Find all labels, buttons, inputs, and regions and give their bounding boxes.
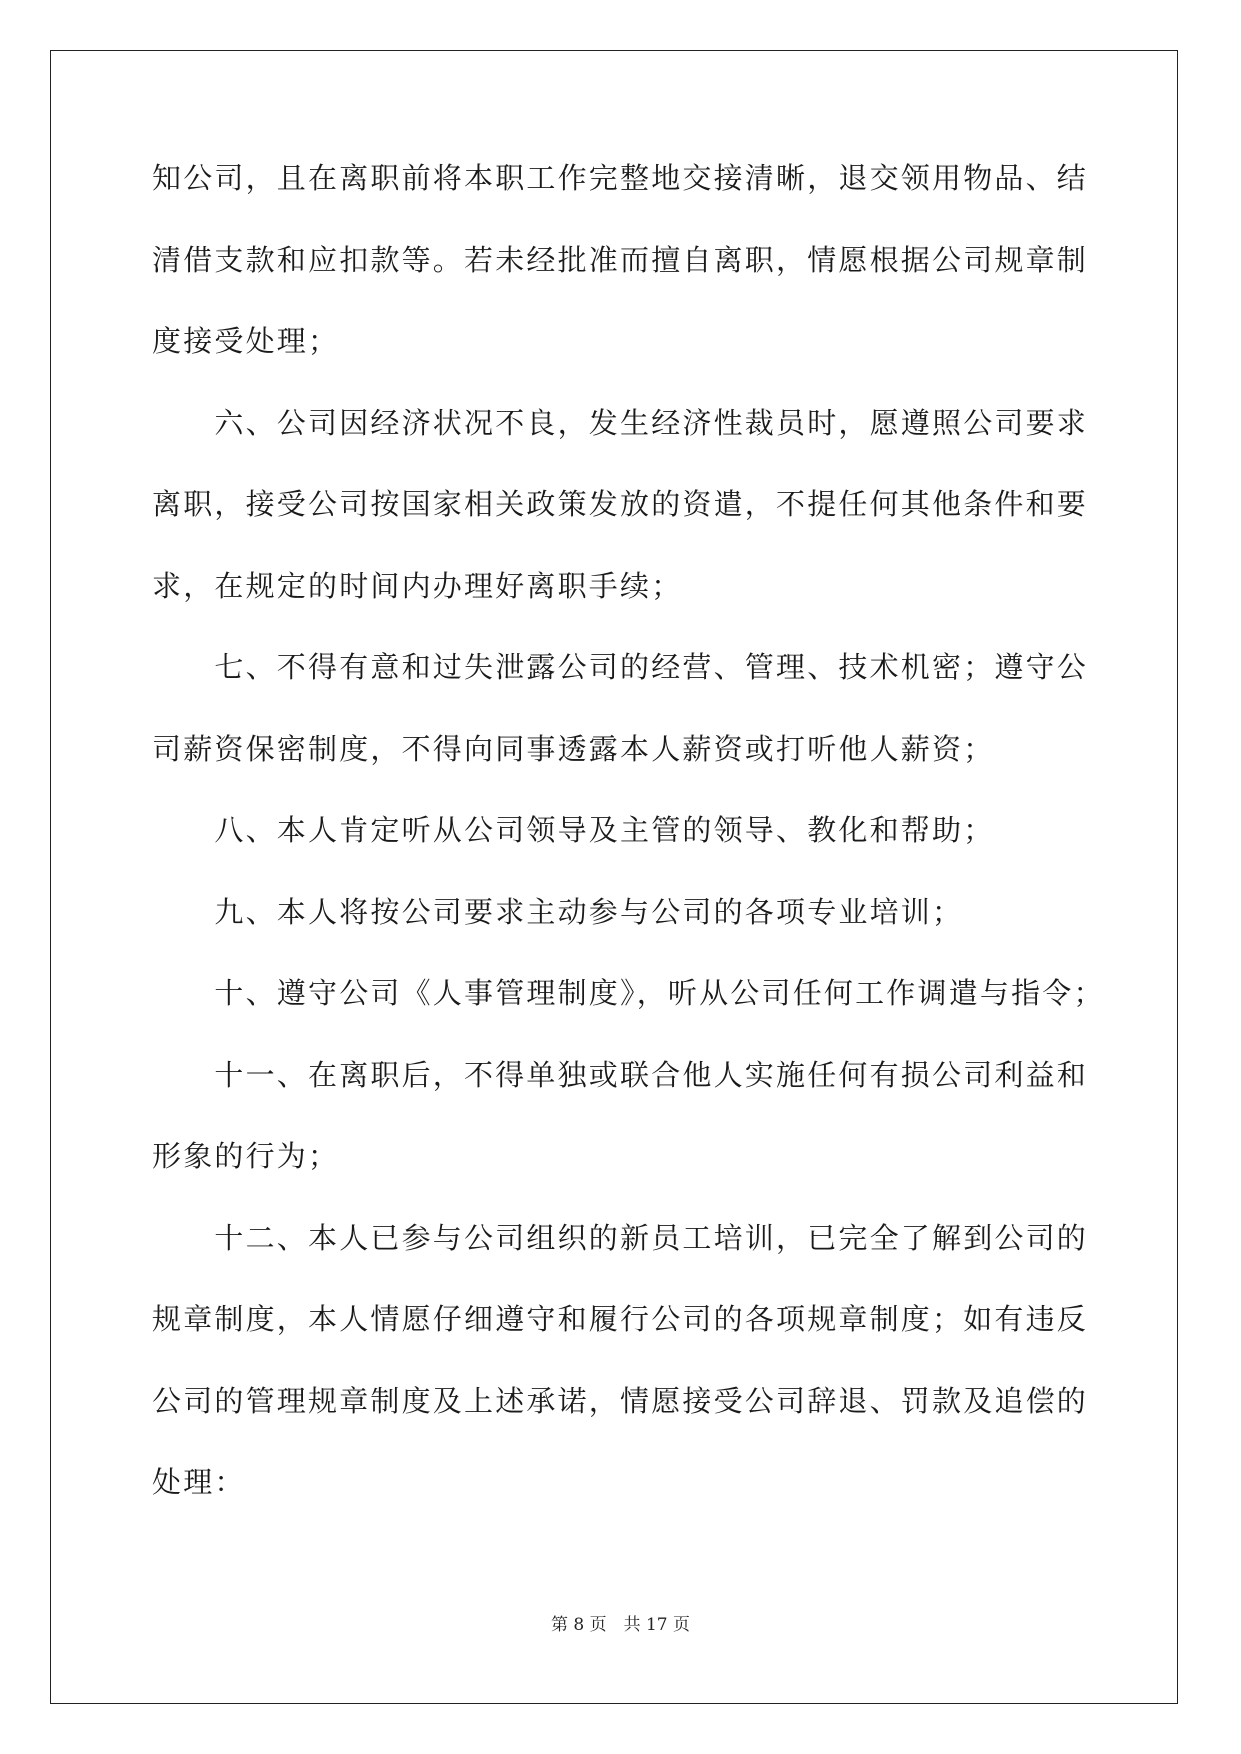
text-line: 处理：: [152, 1465, 246, 1499]
text-line: 司薪资保密制度，不得向同事透露本人薪资或打听他人薪资；: [152, 731, 995, 766]
text-line: 公司的管理规章制度及上述承诺，情愿接受公司辞退、罚款及追偿的: [152, 1383, 1089, 1418]
text-line: 十、遵守公司《人事管理制度》，听从公司任何工作调遣与指令；: [152, 976, 1105, 1010]
text-line: 十二、本人已参与公司组织的新员工培训，已完全了解到公司的: [152, 1220, 1089, 1255]
text-line: 九、本人将按公司要求主动参与公司的各项专业培训；: [152, 894, 964, 929]
page-number: 第 8 页 共 17 页: [550, 1615, 691, 1635]
text-line: 规章制度，本人情愿仔细遵守和履行公司的各项规章制度；如有违反: [152, 1302, 1089, 1336]
text-line: 形象的行为；: [152, 1139, 340, 1173]
text-line: 离职，接受公司按国家相关政策发放的资遣，不提任何其他条件和要: [152, 487, 1089, 521]
text-line: 清借支款和应扣款等。若未经批准而擅自离职，情愿根据公司规章制: [152, 242, 1089, 277]
text-line: 求，在规定的时间内办理好离职手续；: [152, 568, 683, 603]
text-line: 度接受处理；: [152, 324, 340, 358]
text-line: 知公司，且在离职前将本职工作完整地交接清晰，退交领用物品、结: [152, 161, 1089, 195]
text-line: 七、不得有意和过失泄露公司的经营、管理、技术机密；遵守公: [152, 650, 1089, 684]
text-line: 六、公司因经济状况不良，发生经济性裁员时，愿遵照公司要求: [152, 405, 1089, 440]
text-line: 十一、在离职后，不得单独或联合他人实施任何有损公司利益和: [152, 1057, 1089, 1092]
document-body: [152, 161, 1105, 1548]
text-line: 八、本人肯定听从公司领导及主管的领导、教化和帮助；: [152, 813, 995, 847]
